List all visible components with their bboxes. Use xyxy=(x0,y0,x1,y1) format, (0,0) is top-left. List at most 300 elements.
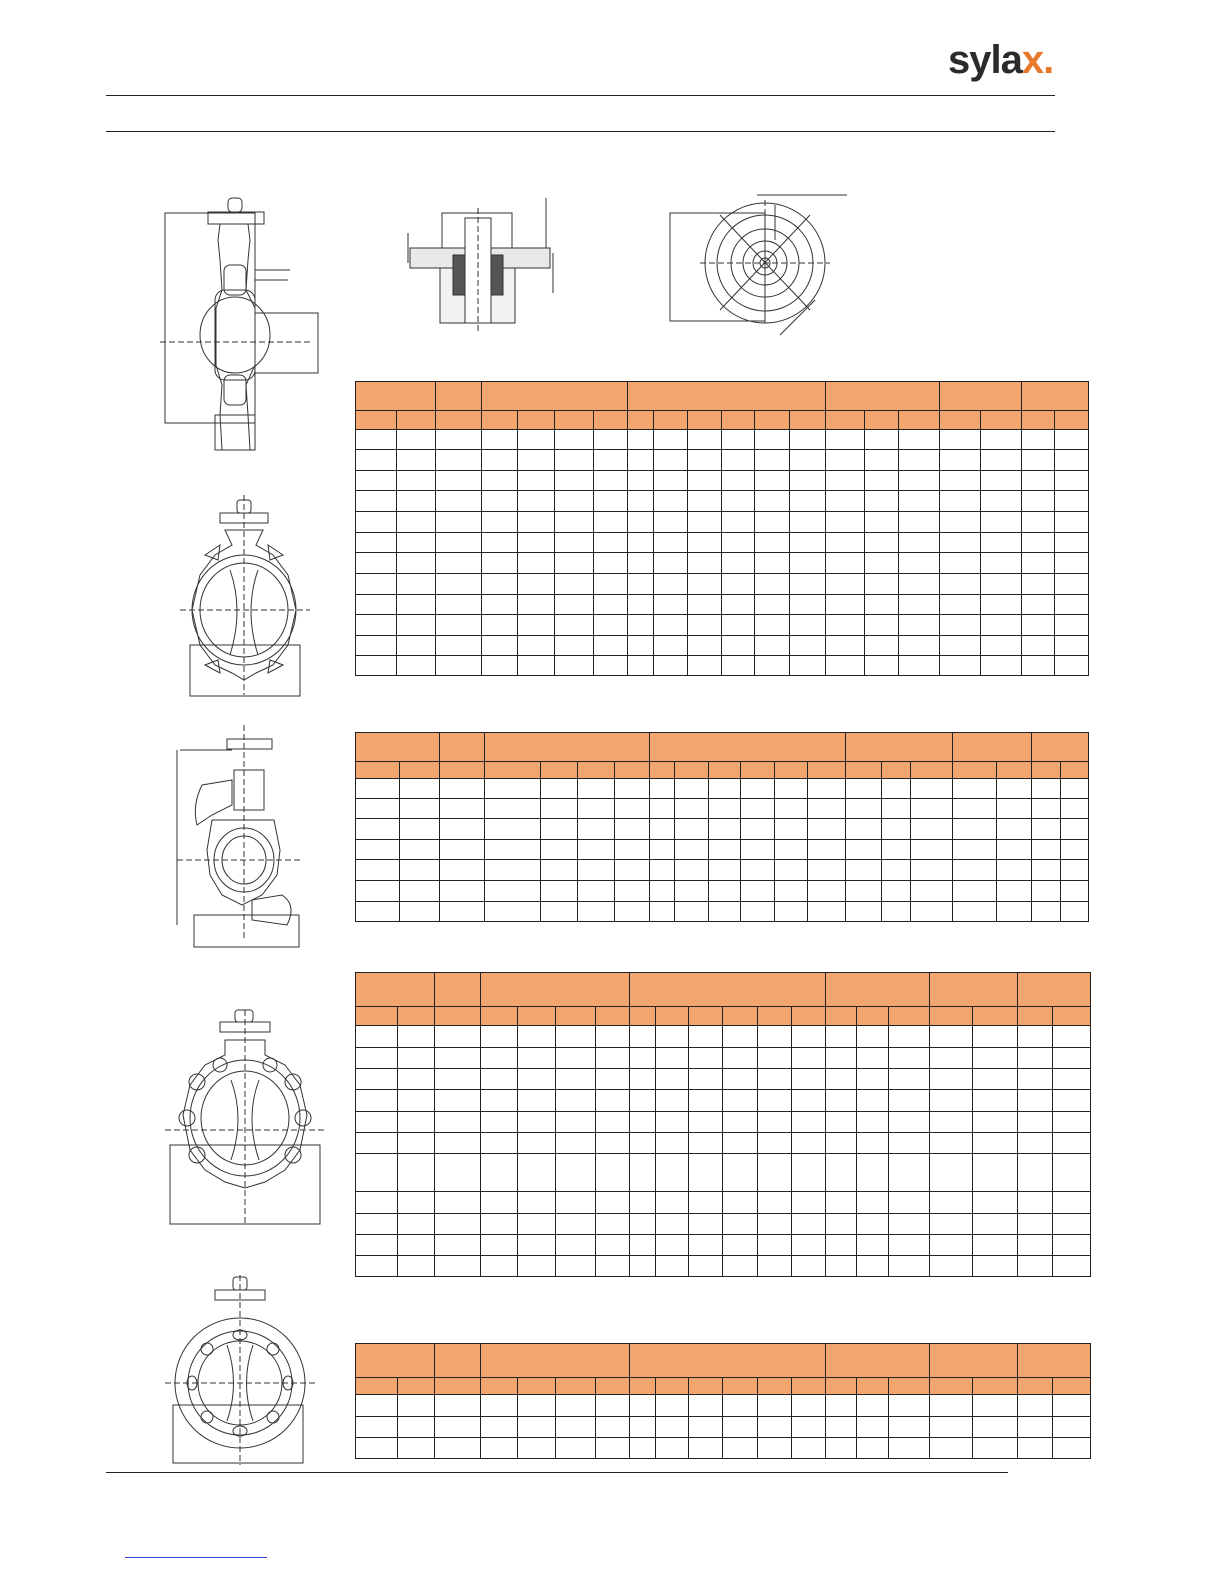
table-cell xyxy=(758,1112,792,1133)
table-cell xyxy=(899,574,940,595)
table-cell xyxy=(1053,1256,1091,1277)
table-row xyxy=(356,1192,1091,1214)
table-cell xyxy=(881,881,910,902)
footer-link-underline[interactable] xyxy=(125,1557,267,1558)
table-cell xyxy=(436,450,482,471)
gear-valve-front-view xyxy=(172,725,312,953)
table-cell xyxy=(440,860,485,881)
table-row xyxy=(356,1214,1091,1235)
table-cell xyxy=(630,1090,656,1112)
table-cell xyxy=(594,636,628,656)
table-cell xyxy=(889,1133,930,1154)
table-cell xyxy=(650,799,675,819)
table-cell xyxy=(889,1154,930,1192)
table-cell xyxy=(615,881,650,902)
table-cell xyxy=(518,1395,556,1417)
table-cell xyxy=(654,491,688,512)
table-cell xyxy=(628,471,654,491)
table-cell xyxy=(541,779,578,799)
table-cell xyxy=(857,1090,889,1112)
table-cell xyxy=(952,902,996,922)
table-cell xyxy=(973,1235,1018,1256)
table-cell xyxy=(689,1048,723,1069)
table-cell xyxy=(910,779,952,799)
table-cell xyxy=(723,1438,758,1459)
table-cell xyxy=(790,450,826,471)
table-cell xyxy=(741,840,775,860)
table-cell xyxy=(436,595,482,615)
table-cell xyxy=(940,491,981,512)
table-cell xyxy=(940,615,981,636)
table-cell xyxy=(630,1048,656,1069)
table-cell xyxy=(755,430,790,450)
table-cell xyxy=(397,574,436,595)
table-cell xyxy=(628,656,654,676)
table-cell xyxy=(981,636,1022,656)
table-cell xyxy=(436,636,482,656)
table-cell xyxy=(1018,1395,1053,1417)
table-cell xyxy=(596,1192,630,1214)
table-cell xyxy=(482,656,518,676)
table-cell xyxy=(398,1192,435,1214)
double-flange-dimension-table xyxy=(355,1343,1091,1459)
table-cell xyxy=(650,840,675,860)
table-cell xyxy=(440,819,485,840)
table-cell xyxy=(654,656,688,676)
table-cell xyxy=(628,615,654,636)
table-cell xyxy=(790,491,826,512)
table-cell xyxy=(940,656,981,676)
table-cell xyxy=(722,636,755,656)
table-cell xyxy=(689,1112,723,1133)
table-cell xyxy=(654,574,688,595)
table-cell xyxy=(881,819,910,840)
table-cell xyxy=(555,615,594,636)
table-cell xyxy=(899,491,940,512)
table-cell xyxy=(723,1154,758,1192)
table-row xyxy=(356,1395,1091,1417)
table-cell xyxy=(356,574,397,595)
table-cell xyxy=(688,574,722,595)
table-cell xyxy=(910,881,952,902)
table-cell xyxy=(356,512,397,533)
table-cell xyxy=(518,1048,556,1069)
table-cell xyxy=(996,902,1031,922)
table-cell xyxy=(356,881,400,902)
table-cell xyxy=(615,799,650,819)
table-cell xyxy=(356,1090,398,1112)
wafer-valve-front-view xyxy=(180,495,320,700)
table-cell xyxy=(1018,1026,1053,1048)
table-row xyxy=(356,491,1089,512)
table-cell xyxy=(518,450,555,471)
table-cell xyxy=(790,533,826,553)
table-cell xyxy=(973,1438,1018,1459)
table-cell xyxy=(826,1192,857,1214)
table-cell xyxy=(650,902,675,922)
table-cell xyxy=(775,840,808,860)
table-cell xyxy=(485,819,541,840)
table-cell xyxy=(518,656,555,676)
table-cell xyxy=(485,840,541,860)
table-cell xyxy=(845,779,881,799)
table-cell xyxy=(356,595,397,615)
table-cell xyxy=(1022,430,1055,450)
table-cell xyxy=(656,1192,689,1214)
table-cell xyxy=(356,1256,398,1277)
table-cell xyxy=(826,1154,857,1192)
table-cell xyxy=(709,881,741,902)
table-cell xyxy=(397,491,436,512)
table-cell xyxy=(654,450,688,471)
table-cell xyxy=(826,1417,857,1438)
table-cell xyxy=(397,471,436,491)
table-cell xyxy=(356,1417,398,1438)
table-cell xyxy=(1022,512,1055,533)
table-cell xyxy=(675,902,709,922)
table-cell xyxy=(615,819,650,840)
table-cell xyxy=(356,840,400,860)
table-cell xyxy=(594,471,628,491)
table-cell xyxy=(435,1192,481,1214)
table-cell xyxy=(1060,860,1088,881)
table-cell xyxy=(930,1048,973,1069)
table-cell xyxy=(689,1154,723,1192)
table-cell xyxy=(790,656,826,676)
table-cell xyxy=(481,1256,518,1277)
table-cell xyxy=(865,471,899,491)
table-cell xyxy=(654,533,688,553)
table-cell xyxy=(555,430,594,450)
table-cell xyxy=(555,656,594,676)
table-cell xyxy=(398,1133,435,1154)
sylax-logo: sylax. xyxy=(948,38,1054,82)
table-cell xyxy=(556,1154,596,1192)
table-cell xyxy=(675,860,709,881)
table-cell xyxy=(541,860,578,881)
table-cell xyxy=(688,430,722,450)
table-cell xyxy=(758,1048,792,1069)
table-cell xyxy=(910,840,952,860)
table-cell xyxy=(857,1417,889,1438)
table-cell xyxy=(356,1112,398,1133)
table-cell xyxy=(723,1256,758,1277)
table-cell xyxy=(865,450,899,471)
table-cell xyxy=(356,1395,398,1417)
table-cell xyxy=(556,1214,596,1235)
table-cell xyxy=(755,553,790,574)
lug-valve-front-view xyxy=(165,1010,325,1230)
table-cell xyxy=(808,860,845,881)
table-cell xyxy=(481,1395,518,1417)
table-cell xyxy=(1018,1438,1053,1459)
table-cell xyxy=(518,1417,556,1438)
table-cell xyxy=(889,1090,930,1112)
table-cell xyxy=(899,450,940,471)
table-cell xyxy=(758,1417,792,1438)
table-cell xyxy=(741,860,775,881)
table-cell xyxy=(398,1048,435,1069)
table-cell xyxy=(973,1090,1018,1112)
table-cell xyxy=(792,1069,826,1090)
table-cell xyxy=(775,779,808,799)
table-cell xyxy=(1055,450,1089,471)
table-cell xyxy=(556,1417,596,1438)
table-cell xyxy=(741,819,775,840)
table-cell xyxy=(981,615,1022,636)
table-cell xyxy=(689,1438,723,1459)
table-cell xyxy=(654,615,688,636)
table-cell xyxy=(741,881,775,902)
table-cell xyxy=(628,450,654,471)
table-cell xyxy=(630,1256,656,1277)
table-cell xyxy=(440,799,485,819)
table-cell xyxy=(518,1256,556,1277)
table-cell xyxy=(518,553,555,574)
table-cell xyxy=(826,471,865,491)
table-row xyxy=(356,615,1089,636)
table-cell xyxy=(555,491,594,512)
table-cell xyxy=(775,799,808,819)
table-cell xyxy=(930,1090,973,1112)
table-cell xyxy=(435,1026,481,1048)
table-cell xyxy=(845,819,881,840)
table-cell xyxy=(630,1133,656,1154)
table-cell xyxy=(594,615,628,636)
table-cell xyxy=(1053,1112,1091,1133)
table-cell xyxy=(845,902,881,922)
table-cell xyxy=(356,1192,398,1214)
table-cell xyxy=(481,1214,518,1235)
wafer-dimension-table xyxy=(355,381,1089,676)
table-cell xyxy=(723,1048,758,1069)
table-cell xyxy=(436,471,482,491)
table-row xyxy=(356,636,1089,656)
table-cell xyxy=(435,1438,481,1459)
table-cell xyxy=(400,799,440,819)
table-cell xyxy=(398,1214,435,1235)
table-cell xyxy=(973,1026,1018,1048)
table-cell xyxy=(482,595,518,615)
table-cell xyxy=(596,1069,630,1090)
table-cell xyxy=(1018,1133,1053,1154)
table-row xyxy=(356,1112,1091,1133)
table-cell xyxy=(596,1090,630,1112)
table-cell xyxy=(930,1192,973,1214)
table-cell xyxy=(435,1417,481,1438)
table-cell xyxy=(436,553,482,574)
table-cell xyxy=(1053,1395,1091,1417)
table-cell xyxy=(518,512,555,533)
table-cell xyxy=(689,1395,723,1417)
table-cell xyxy=(440,881,485,902)
table-cell xyxy=(723,1026,758,1048)
table-cell xyxy=(881,840,910,860)
table-cell xyxy=(518,491,555,512)
table-cell xyxy=(578,881,615,902)
table-cell xyxy=(1055,512,1089,533)
table-cell xyxy=(826,450,865,471)
table-row xyxy=(356,840,1089,860)
table-cell xyxy=(398,1069,435,1090)
table-cell xyxy=(758,1256,792,1277)
table-cell xyxy=(973,1417,1018,1438)
table-cell xyxy=(952,860,996,881)
table-cell xyxy=(436,491,482,512)
table-cell xyxy=(656,1154,689,1192)
table-cell xyxy=(881,779,910,799)
table-cell xyxy=(930,1235,973,1256)
table-cell xyxy=(857,1256,889,1277)
table-cell xyxy=(1022,533,1055,553)
table-cell xyxy=(656,1026,689,1048)
table-cell xyxy=(594,533,628,553)
table-cell xyxy=(650,860,675,881)
table-cell xyxy=(808,819,845,840)
table-cell xyxy=(596,1112,630,1133)
table-cell xyxy=(481,1192,518,1214)
table-cell xyxy=(952,799,996,819)
table-cell xyxy=(981,471,1022,491)
table-cell xyxy=(722,656,755,676)
valve-side-view xyxy=(160,190,330,455)
table-row xyxy=(356,656,1089,676)
table-cell xyxy=(481,1154,518,1192)
table-cell xyxy=(556,1438,596,1459)
table-row xyxy=(356,1069,1091,1090)
table-cell xyxy=(889,1069,930,1090)
table-cell xyxy=(1055,656,1089,676)
table-cell xyxy=(792,1112,826,1133)
table-cell xyxy=(755,512,790,533)
table-cell xyxy=(356,1133,398,1154)
table-cell xyxy=(356,1214,398,1235)
table-cell xyxy=(1022,450,1055,471)
table-cell xyxy=(973,1112,1018,1133)
table-cell xyxy=(556,1256,596,1277)
table-cell xyxy=(482,450,518,471)
table-cell xyxy=(826,1026,857,1048)
table-cell xyxy=(656,1395,689,1417)
table-cell xyxy=(1022,615,1055,636)
table-cell xyxy=(857,1214,889,1235)
table-cell xyxy=(630,1154,656,1192)
table-cell xyxy=(481,1438,518,1459)
table-cell xyxy=(398,1026,435,1048)
table-cell xyxy=(845,840,881,860)
table-cell xyxy=(541,902,578,922)
table-cell xyxy=(722,450,755,471)
table-cell xyxy=(440,779,485,799)
table-row xyxy=(356,430,1089,450)
table-cell xyxy=(482,491,518,512)
table-cell xyxy=(688,636,722,656)
table-cell xyxy=(1053,1438,1091,1459)
table-cell xyxy=(973,1192,1018,1214)
table-cell xyxy=(930,1154,973,1192)
table-cell xyxy=(881,860,910,881)
lug-dimension-table xyxy=(355,972,1091,1277)
table-cell xyxy=(792,1133,826,1154)
table-cell xyxy=(656,1214,689,1235)
table-cell xyxy=(940,595,981,615)
table-cell xyxy=(709,860,741,881)
table-cell xyxy=(1022,471,1055,491)
table-row xyxy=(356,1235,1091,1256)
table-cell xyxy=(792,1048,826,1069)
table-cell xyxy=(654,595,688,615)
table-cell xyxy=(723,1112,758,1133)
table-cell xyxy=(435,1090,481,1112)
table-cell xyxy=(857,1048,889,1069)
table-row xyxy=(356,574,1089,595)
table-cell xyxy=(857,1192,889,1214)
table-cell xyxy=(790,636,826,656)
table-cell xyxy=(689,1235,723,1256)
table-cell xyxy=(482,471,518,491)
table-row xyxy=(356,860,1089,881)
table-cell xyxy=(397,553,436,574)
table-cell xyxy=(723,1235,758,1256)
table-cell xyxy=(596,1026,630,1048)
table-cell xyxy=(930,1133,973,1154)
table-cell xyxy=(688,615,722,636)
table-cell xyxy=(973,1048,1018,1069)
table-row xyxy=(356,450,1089,471)
table-cell xyxy=(596,1154,630,1192)
table-cell xyxy=(826,430,865,450)
table-cell xyxy=(775,860,808,881)
table-row xyxy=(356,881,1089,902)
table-cell xyxy=(758,1133,792,1154)
table-cell xyxy=(826,512,865,533)
table-cell xyxy=(973,1214,1018,1235)
double-flange-table-body xyxy=(356,1344,1091,1459)
table-cell xyxy=(675,799,709,819)
table-cell xyxy=(356,819,400,840)
table-cell xyxy=(910,860,952,881)
table-cell xyxy=(596,1214,630,1235)
table-cell xyxy=(688,553,722,574)
table-cell xyxy=(656,1256,689,1277)
table-cell xyxy=(481,1112,518,1133)
table-cell xyxy=(482,574,518,595)
table-cell xyxy=(899,430,940,450)
table-cell xyxy=(594,491,628,512)
table-cell xyxy=(826,574,865,595)
table-cell xyxy=(1053,1192,1091,1214)
table-cell xyxy=(630,1069,656,1090)
table-cell xyxy=(755,636,790,656)
table-cell xyxy=(826,1235,857,1256)
table-cell xyxy=(398,1235,435,1256)
table-cell xyxy=(845,881,881,902)
table-cell xyxy=(881,799,910,819)
table-cell xyxy=(1053,1090,1091,1112)
table-cell xyxy=(808,779,845,799)
table-cell xyxy=(790,615,826,636)
table-cell xyxy=(398,1112,435,1133)
table-cell xyxy=(555,574,594,595)
top-flange-view xyxy=(665,185,855,345)
table-cell xyxy=(397,533,436,553)
table-cell xyxy=(594,656,628,676)
table-cell xyxy=(628,491,654,512)
table-cell xyxy=(398,1090,435,1112)
table-row xyxy=(356,1048,1091,1069)
table-cell xyxy=(910,819,952,840)
table-cell xyxy=(996,779,1031,799)
